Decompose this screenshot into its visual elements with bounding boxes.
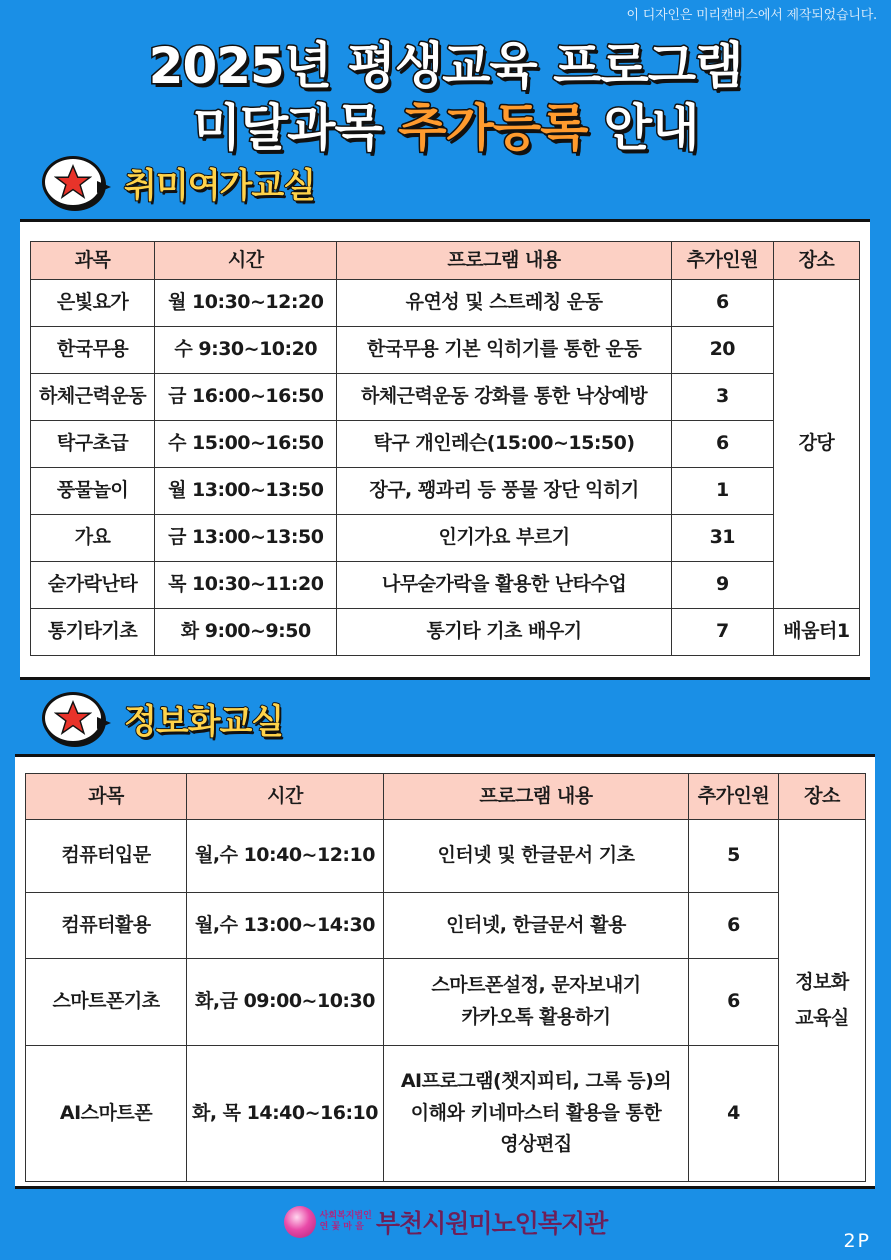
subject-cell: 은빛요가 (31, 280, 155, 327)
count-cell: 6 (689, 959, 779, 1046)
content-line: 인터넷 및 한글문서 기초 (437, 844, 635, 867)
count-cell: 7 (671, 609, 773, 656)
table-row (31, 562, 860, 609)
count-cell: 20 (671, 327, 773, 374)
place-line: 교육실 (795, 1006, 849, 1029)
page-number: 2P (843, 1230, 871, 1252)
header-subject: 과목 (31, 242, 155, 280)
header-content: 프로그램 내용 (337, 242, 671, 280)
time-cell: 수 15:00~16:50 (155, 421, 337, 468)
content-line: 카카오톡 활용하기 (461, 1006, 611, 1028)
subject-cell: 숟가락난타 (31, 562, 155, 609)
section1-table (30, 241, 860, 656)
subject-cell: 하체근력운동 (31, 374, 155, 421)
content-cell (384, 820, 689, 893)
table-header-row (31, 242, 860, 280)
content-cell (384, 959, 689, 1046)
content-cell (384, 1046, 689, 1182)
count-cell: 6 (689, 893, 779, 959)
content-cell: 탁구 개인레슨(15:00~15:50) (337, 421, 671, 468)
lotus-logo-icon (284, 1206, 316, 1238)
count-cell: 3 (671, 374, 773, 421)
table-header-row (26, 774, 866, 820)
subject-cell: 가요 (31, 515, 155, 562)
time-cell: 화,금 09:00~10:30 (187, 959, 384, 1046)
count-cell: 5 (689, 820, 779, 893)
header-content: 프로그램 내용 (384, 774, 689, 820)
content-cell: 한국무용 기본 익히기를 통한 운동 (337, 327, 671, 374)
section2-header (42, 688, 283, 748)
page-title-line1: 2025년 평생교육 프로그램 (148, 37, 743, 95)
time-cell: 금 16:00~16:50 (155, 374, 337, 421)
place-cell (779, 820, 866, 1182)
table-row (31, 374, 860, 421)
table-row (31, 421, 860, 468)
table-row (26, 1046, 866, 1182)
header-place: 장소 (779, 774, 866, 820)
time-cell: 월,수 13:00~14:30 (187, 893, 384, 959)
table-row (31, 515, 860, 562)
subject-cell: 컴퓨터활용 (26, 893, 187, 959)
header-count: 추가인원 (689, 774, 779, 820)
star-icon (42, 692, 104, 744)
count-cell: 4 (689, 1046, 779, 1182)
header-time: 시간 (155, 242, 337, 280)
content-line: AI프로그램(챗지피티, 그록 등)의 (400, 1070, 672, 1093)
content-line: 스마트폰설정, 문자보내기 (431, 974, 641, 997)
design-credit: 이 디자인은 미리캔버스에서 제작되었습니다. (626, 8, 877, 23)
header-subject: 과목 (26, 774, 187, 820)
time-cell: 목 10:30~11:20 (155, 562, 337, 609)
subject-cell: AI스마트폰 (26, 1046, 187, 1182)
count-cell: 6 (671, 421, 773, 468)
section1-title: 취미여가교실 (124, 165, 316, 206)
place-cell: 강당 (773, 280, 859, 609)
time-cell: 월 13:00~13:50 (155, 468, 337, 515)
content-cell: 통기타 기초 배우기 (337, 609, 671, 656)
page-title-line2 (0, 88, 891, 160)
time-cell: 월 10:30~12:20 (155, 280, 337, 327)
count-cell: 6 (671, 280, 773, 327)
table-row (31, 609, 860, 656)
table-row (26, 959, 866, 1046)
content-cell: 장구, 꽹과리 등 풍물 장단 익히기 (337, 468, 671, 515)
title-prefix: 미달과목 (192, 99, 399, 157)
content-cell (384, 893, 689, 959)
table-row (26, 893, 866, 959)
section1-panel (20, 219, 870, 680)
subject-cell: 컴퓨터입문 (26, 820, 187, 893)
content-cell: 유연성 및 스트레칭 운동 (337, 280, 671, 327)
subject-cell: 통기타기초 (31, 609, 155, 656)
content-cell: 인기가요 부르기 (337, 515, 671, 562)
table-row (31, 280, 860, 327)
header-time: 시간 (187, 774, 384, 820)
organization-name: 부천시원미노인복지관 (375, 1209, 608, 1238)
subject-cell: 풍물놀이 (31, 468, 155, 515)
header-place: 장소 (773, 242, 859, 280)
star-icon (42, 156, 104, 208)
content-line: 영상편집 (500, 1133, 572, 1156)
section1-header (42, 152, 315, 212)
time-cell: 화, 목 14:40~16:10 (187, 1046, 384, 1182)
count-cell: 9 (671, 562, 773, 609)
table-row (31, 468, 860, 515)
title-suffix: 안내 (587, 99, 699, 157)
table-row (26, 820, 866, 893)
count-cell: 1 (671, 468, 773, 515)
content-line: 인터넷, 한글문서 활용 (446, 913, 626, 936)
content-cell: 하체근력운동 강화를 통한 낙상예방 (337, 374, 671, 421)
count-cell: 31 (671, 515, 773, 562)
content-line: 이해와 키네마스터 활용을 통한 (410, 1101, 662, 1124)
time-cell: 월,수 10:40~12:10 (187, 820, 384, 893)
section2-table (25, 773, 866, 1182)
section2-title: 정보화교실 (124, 701, 284, 742)
time-cell: 금 13:00~13:50 (155, 515, 337, 562)
footer-logo (0, 1200, 891, 1244)
time-cell: 화 9:00~9:50 (155, 609, 337, 656)
subject-cell: 스마트폰기초 (26, 959, 187, 1046)
logo-subtitle-line1: 사회복지법인 (319, 1211, 372, 1221)
subject-cell: 탁구초급 (31, 421, 155, 468)
section2-panel (15, 754, 875, 1189)
place-cell: 배움터1 (773, 609, 859, 656)
title-highlight: 추가등록 (398, 99, 588, 157)
time-cell: 수 9:30~10:20 (155, 327, 337, 374)
subject-cell: 한국무용 (31, 327, 155, 374)
content-cell: 나무숟가락을 활용한 난타수업 (337, 562, 671, 609)
logo-subtitle (320, 1211, 372, 1233)
table-row (31, 327, 860, 374)
header-count: 추가인원 (671, 242, 773, 280)
place-line: 정보화 (795, 970, 849, 993)
logo-subtitle-line2: 연 꽃 마 을 (319, 1222, 364, 1232)
